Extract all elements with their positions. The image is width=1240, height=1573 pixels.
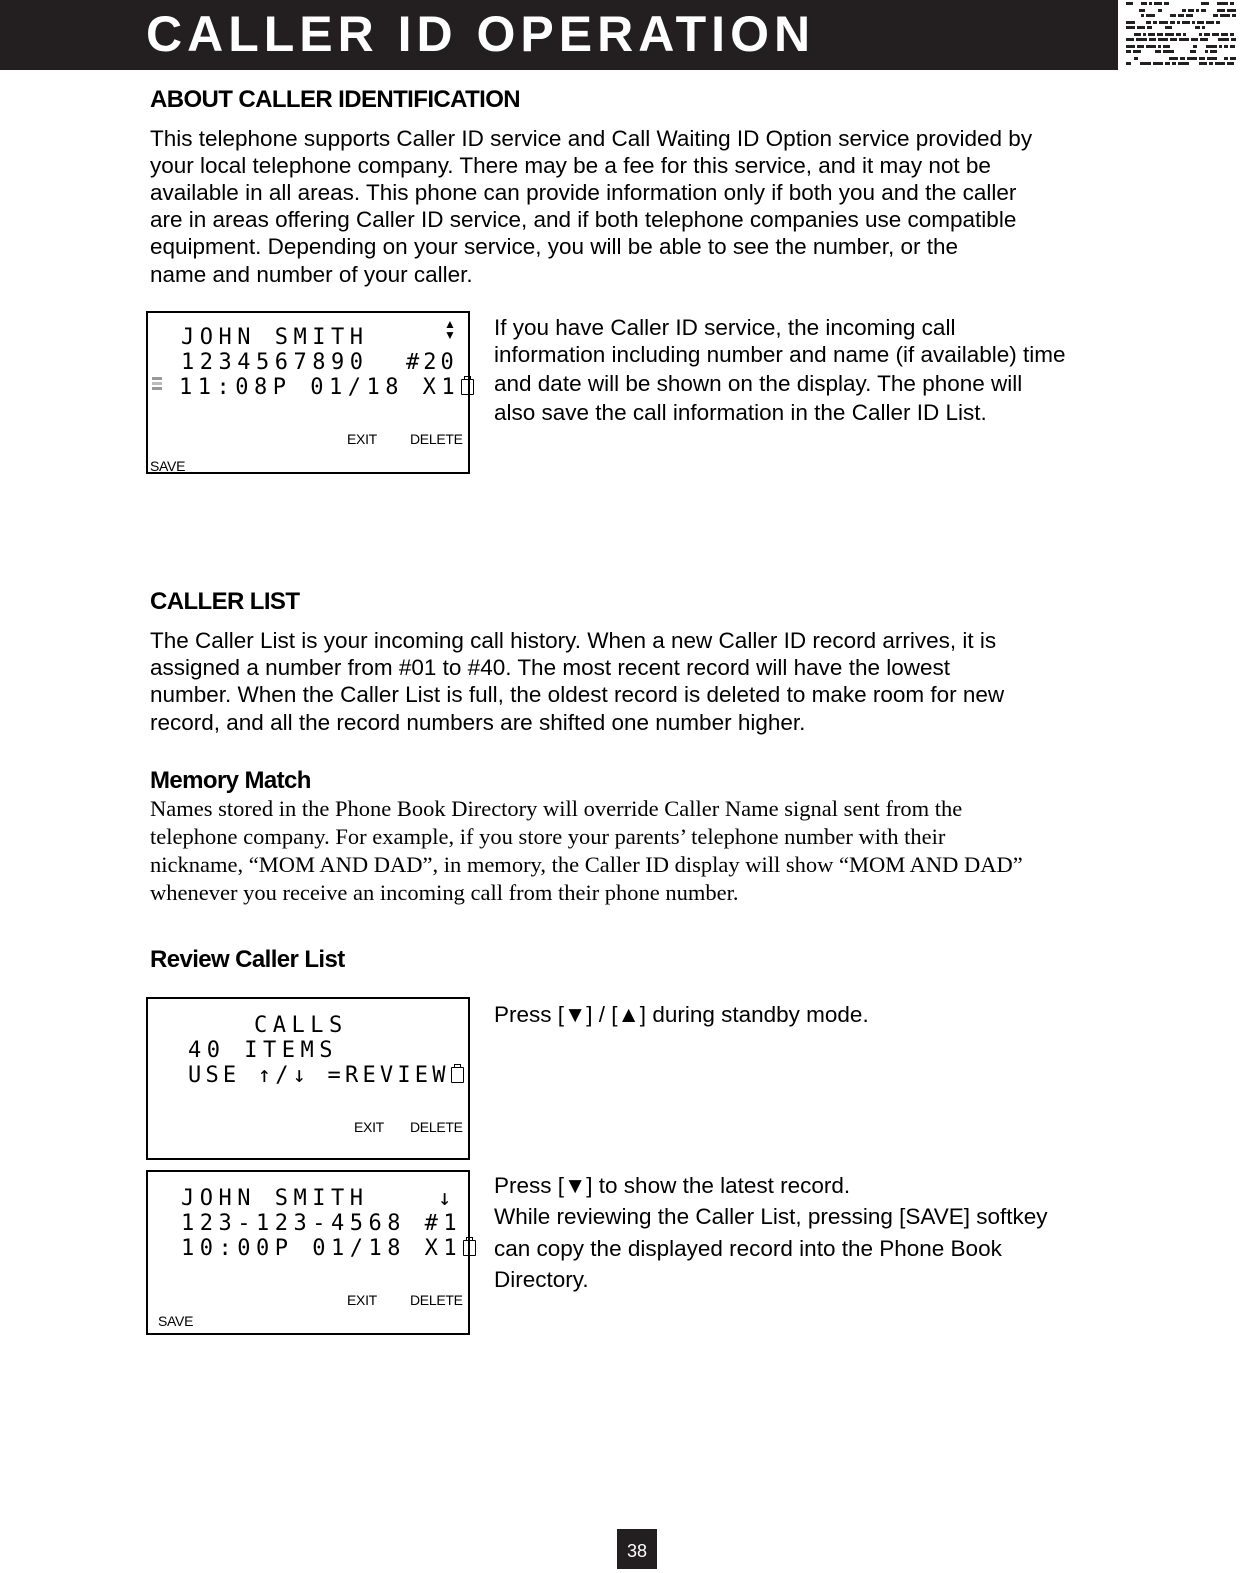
pattern-dash <box>1224 57 1228 60</box>
pattern-dash <box>1136 38 1147 41</box>
pattern-dash <box>1196 9 1199 12</box>
pattern-dash <box>1199 62 1207 65</box>
pattern-dash <box>1217 9 1225 12</box>
side-line: If you have Caller ID service, the incoming call <box>494 315 956 340</box>
pattern-dash <box>1158 9 1162 12</box>
delete-softkey[interactable]: DELETE <box>410 1292 463 1308</box>
pattern-dash <box>1199 33 1202 36</box>
pattern-dash <box>1141 14 1144 17</box>
display-time-line: 10:00P 01/18 X1 <box>181 1236 476 1261</box>
pattern-dash <box>1139 9 1145 12</box>
scroll-arrows-icon: ▲ ▼ <box>444 317 456 342</box>
caller-list-heading: CALLER LIST <box>150 588 300 615</box>
pattern-dash <box>1202 26 1205 29</box>
display-number-line: 123-123-4568 #1 <box>181 1211 463 1236</box>
memory-match-line: telephone company. For example, if you store your parents’ telephone number with their <box>150 824 946 849</box>
pattern-dash <box>1178 62 1189 65</box>
pattern-dash <box>1224 45 1228 48</box>
page-title: CALLER ID OPERATION <box>146 6 816 62</box>
about-line: This telephone supports Caller ID service and Call Waiting ID Option service provided by <box>150 126 1033 151</box>
pattern-dash <box>1221 33 1228 36</box>
caller-list-line: record, and all the record numbers are shifted one number higher. <box>150 710 806 735</box>
pattern-dash <box>1170 21 1175 24</box>
new-call-icon <box>152 375 164 393</box>
pattern-dash <box>1232 14 1236 17</box>
pattern-dash <box>1188 9 1194 12</box>
pattern-dash <box>1158 45 1161 48</box>
pattern-dash <box>1163 50 1174 53</box>
pattern-dash <box>1164 2 1169 5</box>
display-name-line: JOHN SMITH <box>181 325 369 350</box>
pattern-dash <box>1182 9 1186 12</box>
battery-icon <box>461 379 474 395</box>
pattern-dash <box>1126 2 1133 5</box>
pattern-dash <box>1179 38 1189 41</box>
about-line: are in areas offering Caller ID service, and if both telephone companies use compatible <box>150 207 1017 232</box>
pattern-dash <box>1146 21 1151 24</box>
pattern-dash <box>1193 45 1197 48</box>
save-softkey[interactable]: SAVE <box>150 458 186 474</box>
pattern-dash <box>1183 33 1186 36</box>
pattern-dash <box>1137 26 1145 29</box>
delete-softkey[interactable]: DELETE <box>410 431 463 447</box>
exit-softkey[interactable]: EXIT <box>354 1119 384 1135</box>
pattern-dash <box>1146 14 1155 17</box>
pattern-dash <box>1192 21 1195 24</box>
pattern-dash <box>1146 45 1156 48</box>
pattern-dash <box>1154 2 1162 5</box>
pattern-dash <box>1201 2 1209 5</box>
display-number-line: 1234567890 <box>181 350 369 375</box>
review-step2-line: can copy the displayed record into the Phone Book <box>494 1236 1002 1261</box>
pattern-dash <box>1195 26 1200 29</box>
pattern-dash <box>1133 50 1141 53</box>
caller-list-line: assigned a number from #01 to #40. The most recent record will have the lowest <box>150 655 951 680</box>
pattern-dash <box>1177 21 1180 24</box>
pattern-dash <box>1170 14 1176 17</box>
save-softkey[interactable]: SAVE <box>158 1313 194 1329</box>
pattern-dash <box>1220 14 1230 17</box>
pattern-dash <box>1205 50 1208 53</box>
exit-softkey[interactable]: EXIT <box>347 1292 377 1308</box>
side-line: also save the call information in the Caller ID List. <box>494 400 987 425</box>
pattern-dash <box>1170 38 1177 41</box>
battery-icon <box>451 1067 464 1083</box>
memory-match-heading: Memory Match <box>150 767 311 794</box>
delete-softkey[interactable]: DELETE <box>410 1119 463 1135</box>
pattern-dash <box>1230 2 1234 5</box>
pattern-dash <box>1137 45 1144 48</box>
pattern-dash <box>1209 62 1213 65</box>
pattern-dash <box>1149 38 1156 41</box>
pattern-dash <box>1126 21 1135 24</box>
pattern-dash <box>1165 26 1172 29</box>
pattern-dash <box>1201 9 1206 12</box>
pattern-dash <box>1230 33 1234 36</box>
pattern-dash <box>1187 57 1197 60</box>
display-items-count: 40 ITEMS <box>188 1038 338 1063</box>
memory-match-line: whenever you receive an incoming call from their phone number. <box>150 880 739 905</box>
pattern-dash <box>1158 38 1168 41</box>
pattern-dash <box>1206 21 1214 24</box>
pattern-dash <box>1215 62 1225 65</box>
page-number: 38 <box>617 1529 657 1569</box>
pattern-dash <box>1165 33 1174 36</box>
caller-list-line: The Caller List is your incoming call history. When a new Caller ID record arrives, it is <box>150 628 997 653</box>
pattern-dash <box>1178 14 1184 17</box>
display-review-hint: USE ↑/↓ =REVIEW <box>188 1063 464 1088</box>
pattern-dash <box>1182 21 1190 24</box>
pattern-dash <box>1134 57 1138 60</box>
pattern-dash <box>1141 2 1147 5</box>
review-step1-text: Press [▼] / [▲] during standby mode. <box>494 1002 869 1027</box>
review-step2-line: Directory. <box>494 1267 589 1292</box>
pattern-dash <box>1157 33 1163 36</box>
pattern-dash <box>1134 33 1141 36</box>
about-line: your local telephone company. There may be a fee for this service, and it may not be <box>150 153 991 178</box>
display-record-number: #20 <box>406 350 458 375</box>
pattern-dash <box>1230 45 1235 48</box>
pattern-dash <box>1199 57 1205 60</box>
decorative-pattern-icon <box>1126 2 1238 70</box>
pattern-dash <box>1197 21 1204 24</box>
about-line: equipment. Depending on your service, you will be able to see the number, or the <box>150 234 958 259</box>
pattern-dash <box>1155 50 1161 53</box>
pattern-dash <box>1200 38 1208 41</box>
review-step2-line: While reviewing the Caller List, pressing [SAVE] softkey <box>494 1204 1048 1229</box>
pattern-dash <box>1204 33 1210 36</box>
calls-summary-display <box>146 997 470 1160</box>
pattern-dash <box>1180 57 1185 60</box>
pattern-dash <box>1230 57 1236 60</box>
memory-match-line: Names stored in the Phone Book Directory will override Caller Name signal sent from the <box>150 796 963 821</box>
pattern-dash <box>1210 50 1217 53</box>
about-line: available in all areas. This phone can provide information only if both you and the caller <box>150 180 1017 205</box>
caller-list-line: number. When the Caller List is full, the oldest record is deleted to make room for new <box>150 682 1005 707</box>
pattern-dash <box>1219 45 1222 48</box>
pattern-dash <box>1147 26 1152 29</box>
pattern-dash <box>1190 50 1196 53</box>
down-arrow-icon: ↓ <box>438 1186 452 1211</box>
pattern-dash <box>1153 21 1157 24</box>
display-calls-title: CALLS <box>254 1013 348 1038</box>
side-line: information including number and name (if available) time <box>494 342 1066 367</box>
pattern-dash <box>1153 62 1163 65</box>
pattern-dash <box>1186 14 1193 17</box>
exit-softkey[interactable]: EXIT <box>347 431 377 447</box>
battery-icon <box>463 1240 476 1256</box>
pattern-dash <box>1231 38 1236 41</box>
pattern-dash <box>1218 38 1229 41</box>
pattern-dash <box>1126 62 1131 65</box>
pattern-dash <box>1206 45 1217 48</box>
pattern-dash <box>1216 21 1220 24</box>
pattern-dash <box>1149 2 1152 5</box>
display-name-line: JOHN SMITH <box>181 1186 369 1211</box>
side-line: and date will be shown on the display. The phone will <box>494 371 1023 396</box>
pattern-dash <box>1126 38 1134 41</box>
pattern-dash <box>1212 33 1219 36</box>
pattern-dash <box>1126 50 1131 53</box>
pattern-dash <box>1165 62 1170 65</box>
review-heading: Review Caller List <box>150 946 345 973</box>
pattern-dash <box>1227 62 1234 65</box>
pattern-dash <box>1207 57 1217 60</box>
about-line: name and number of your caller. <box>150 262 473 287</box>
pattern-dash <box>1163 45 1170 48</box>
pattern-dash <box>1176 33 1181 36</box>
pattern-dash <box>1169 57 1178 60</box>
pattern-dash <box>1126 26 1135 29</box>
about-heading: ABOUT CALLER IDENTIFICATION <box>150 86 520 113</box>
caller-id-display <box>146 311 470 474</box>
pattern-dash <box>1213 14 1218 17</box>
pattern-dash <box>1217 2 1228 5</box>
caller-record-display <box>146 1170 470 1335</box>
pattern-dash <box>1191 38 1198 41</box>
pattern-dash <box>1227 9 1236 12</box>
pattern-dash <box>1126 45 1135 48</box>
review-step2-line: Press [▼] to show the latest record. <box>494 1173 851 1198</box>
display-time-line: 11:08P 01/18 X1 <box>179 375 474 400</box>
pattern-dash <box>1140 62 1151 65</box>
pattern-dash <box>1172 62 1176 65</box>
pattern-dash <box>1159 21 1168 24</box>
pattern-dash <box>1148 33 1155 36</box>
pattern-dash <box>1143 33 1146 36</box>
memory-match-line: nickname, “MOM AND DAD”, in memory, the Caller ID display will show “MOM AND DAD” <box>150 852 1023 877</box>
